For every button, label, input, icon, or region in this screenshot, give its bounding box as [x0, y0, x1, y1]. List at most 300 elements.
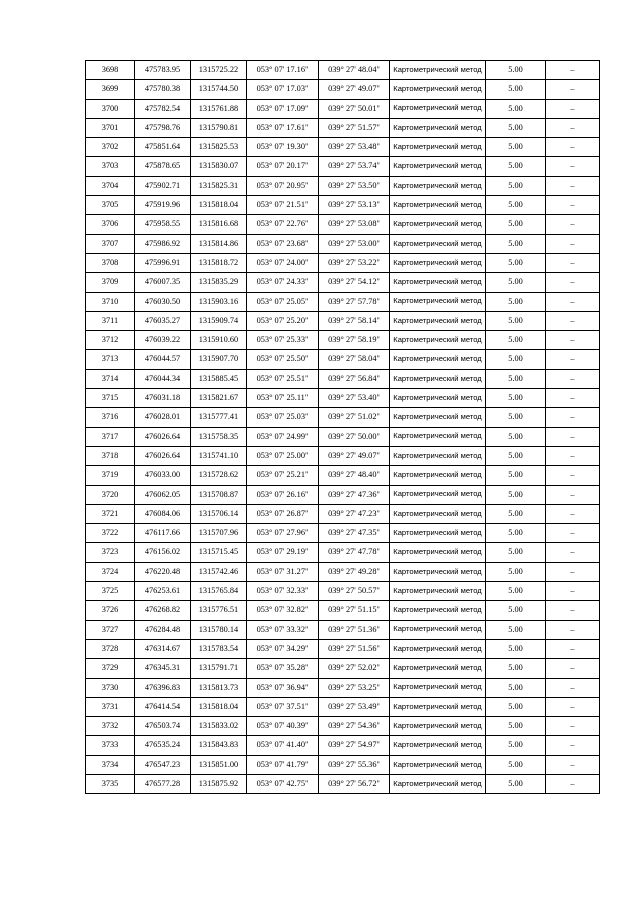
table-row: [86, 639, 600, 658]
latitude-cell: 053° 07' 20.95": [247, 176, 319, 195]
point-number-cell: 3721: [86, 504, 135, 523]
latitude-cell: 053° 07' 19.30": [247, 138, 319, 157]
table-row: [86, 504, 600, 523]
accuracy-cell: 5.00: [486, 118, 546, 137]
longitude-cell: 039° 27' 48.04": [319, 61, 390, 80]
x-coordinate-cell: 476535.24: [135, 736, 191, 755]
latitude-cell: 053° 07' 33.32": [247, 620, 319, 639]
note-cell: –: [546, 582, 600, 601]
latitude-cell: 053° 07' 25.50": [247, 350, 319, 369]
longitude-cell: 039° 27' 47.23": [319, 504, 390, 523]
y-coordinate-cell: 1315783.54: [191, 639, 247, 658]
x-coordinate-cell: 475996.91: [135, 253, 191, 272]
latitude-cell: 053° 07' 40.39": [247, 717, 319, 736]
x-coordinate-cell: 476033.00: [135, 466, 191, 485]
y-coordinate-cell: 1315780.14: [191, 620, 247, 639]
table-row: [86, 196, 600, 215]
table-row: [86, 755, 600, 774]
table-row: [86, 582, 600, 601]
x-coordinate-cell: 476039.22: [135, 331, 191, 350]
longitude-cell: 039° 27' 53.74": [319, 157, 390, 176]
accuracy-cell: 5.00: [486, 138, 546, 157]
longitude-cell: 039° 27' 57.78": [319, 292, 390, 311]
latitude-cell: 053° 07' 25.20": [247, 311, 319, 330]
x-coordinate-cell: 476314.67: [135, 639, 191, 658]
method-cell: Картометрический метод: [390, 215, 486, 234]
longitude-cell: 039° 27' 51.56": [319, 639, 390, 658]
y-coordinate-cell: 1315816.68: [191, 215, 247, 234]
latitude-cell: 053° 07' 24.99": [247, 427, 319, 446]
longitude-cell: 039° 27' 48.40": [319, 466, 390, 485]
y-coordinate-cell: 1315851.00: [191, 755, 247, 774]
point-number-cell: 3701: [86, 118, 135, 137]
y-coordinate-cell: 1315833.02: [191, 717, 247, 736]
latitude-cell: 053° 07' 25.33": [247, 331, 319, 350]
longitude-cell: 039° 27' 53.13": [319, 196, 390, 215]
table-row: [86, 292, 600, 311]
method-cell: Картометрический метод: [390, 678, 486, 697]
method-cell: Картометрический метод: [390, 717, 486, 736]
table-row: [86, 736, 600, 755]
x-coordinate-cell: 476503.74: [135, 717, 191, 736]
note-cell: –: [546, 157, 600, 176]
method-cell: Картометрический метод: [390, 408, 486, 427]
longitude-cell: 039° 27' 56.84": [319, 369, 390, 388]
longitude-cell: 039° 27' 58.19": [319, 331, 390, 350]
point-number-cell: 3707: [86, 234, 135, 253]
point-number-cell: 3714: [86, 369, 135, 388]
note-cell: –: [546, 408, 600, 427]
x-coordinate-cell: 475958.55: [135, 215, 191, 234]
method-cell: Картометрический метод: [390, 157, 486, 176]
latitude-cell: 053° 07' 25.05": [247, 292, 319, 311]
note-cell: –: [546, 80, 600, 99]
latitude-cell: 053° 07' 20.17": [247, 157, 319, 176]
accuracy-cell: 5.00: [486, 99, 546, 118]
accuracy-cell: 5.00: [486, 292, 546, 311]
note-cell: –: [546, 253, 600, 272]
accuracy-cell: 5.00: [486, 234, 546, 253]
longitude-cell: 039° 27' 53.50": [319, 176, 390, 195]
note-cell: –: [546, 138, 600, 157]
longitude-cell: 039° 27' 51.36": [319, 620, 390, 639]
y-coordinate-cell: 1315765.84: [191, 582, 247, 601]
latitude-cell: 053° 07' 41.79": [247, 755, 319, 774]
method-cell: Картометрический метод: [390, 601, 486, 620]
accuracy-cell: 5.00: [486, 389, 546, 408]
point-number-cell: 3726: [86, 601, 135, 620]
longitude-cell: 039° 27' 50.00": [319, 427, 390, 446]
table-row: [86, 697, 600, 716]
point-number-cell: 3717: [86, 427, 135, 446]
latitude-cell: 053° 07' 17.09": [247, 99, 319, 118]
y-coordinate-cell: 1315715.45: [191, 543, 247, 562]
longitude-cell: 039° 27' 54.12": [319, 273, 390, 292]
longitude-cell: 039° 27' 52.02": [319, 659, 390, 678]
latitude-cell: 053° 07' 23.68": [247, 234, 319, 253]
latitude-cell: 053° 07' 24.00": [247, 253, 319, 272]
note-cell: –: [546, 234, 600, 253]
accuracy-cell: 5.00: [486, 369, 546, 388]
table-body: [86, 61, 600, 794]
longitude-cell: 039° 27' 56.72": [319, 774, 390, 793]
y-coordinate-cell: 1315818.72: [191, 253, 247, 272]
point-number-cell: 3704: [86, 176, 135, 195]
accuracy-cell: 5.00: [486, 466, 546, 485]
table-row: [86, 466, 600, 485]
note-cell: –: [546, 524, 600, 543]
accuracy-cell: 5.00: [486, 717, 546, 736]
x-coordinate-cell: 476031.18: [135, 389, 191, 408]
note-cell: –: [546, 736, 600, 755]
accuracy-cell: 5.00: [486, 157, 546, 176]
accuracy-cell: 5.00: [486, 215, 546, 234]
longitude-cell: 039° 27' 50.01": [319, 99, 390, 118]
method-cell: Картометрический метод: [390, 253, 486, 272]
table-row: [86, 253, 600, 272]
point-number-cell: 3733: [86, 736, 135, 755]
point-number-cell: 3715: [86, 389, 135, 408]
point-number-cell: 3735: [86, 774, 135, 793]
accuracy-cell: 5.00: [486, 659, 546, 678]
y-coordinate-cell: 1315761.88: [191, 99, 247, 118]
note-cell: –: [546, 639, 600, 658]
note-cell: –: [546, 292, 600, 311]
method-cell: Картометрический метод: [390, 504, 486, 523]
point-number-cell: 3723: [86, 543, 135, 562]
latitude-cell: 053° 07' 25.11": [247, 389, 319, 408]
table-row: [86, 427, 600, 446]
x-coordinate-cell: 475798.76: [135, 118, 191, 137]
accuracy-cell: 5.00: [486, 601, 546, 620]
y-coordinate-cell: 1315708.87: [191, 485, 247, 504]
table-row: [86, 620, 600, 639]
point-number-cell: 3708: [86, 253, 135, 272]
method-cell: Картометрический метод: [390, 620, 486, 639]
note-cell: –: [546, 446, 600, 465]
method-cell: Картометрический метод: [390, 118, 486, 137]
method-cell: Картометрический метод: [390, 697, 486, 716]
longitude-cell: 039° 27' 51.02": [319, 408, 390, 427]
accuracy-cell: 5.00: [486, 639, 546, 658]
x-coordinate-cell: 475919.96: [135, 196, 191, 215]
point-number-cell: 3710: [86, 292, 135, 311]
point-number-cell: 3712: [86, 331, 135, 350]
method-cell: Картометрический метод: [390, 273, 486, 292]
table-row: [86, 157, 600, 176]
accuracy-cell: 5.00: [486, 446, 546, 465]
x-coordinate-cell: 476117.66: [135, 524, 191, 543]
accuracy-cell: 5.00: [486, 61, 546, 80]
method-cell: Картометрический метод: [390, 331, 486, 350]
accuracy-cell: 5.00: [486, 620, 546, 639]
point-number-cell: 3731: [86, 697, 135, 716]
y-coordinate-cell: 1315818.04: [191, 697, 247, 716]
point-number-cell: 3724: [86, 562, 135, 581]
table-row: [86, 369, 600, 388]
table-row: [86, 408, 600, 427]
method-cell: Картометрический метод: [390, 311, 486, 330]
method-cell: Картометрический метод: [390, 80, 486, 99]
latitude-cell: 053° 07' 29.19": [247, 543, 319, 562]
y-coordinate-cell: 1315885.45: [191, 369, 247, 388]
x-coordinate-cell: 476345.31: [135, 659, 191, 678]
table-row: [86, 61, 600, 80]
accuracy-cell: 5.00: [486, 524, 546, 543]
y-coordinate-cell: 1315903.16: [191, 292, 247, 311]
latitude-cell: 053° 07' 25.03": [247, 408, 319, 427]
point-number-cell: 3699: [86, 80, 135, 99]
note-cell: –: [546, 427, 600, 446]
point-number-cell: 3728: [86, 639, 135, 658]
table-row: [86, 774, 600, 793]
point-number-cell: 3732: [86, 717, 135, 736]
method-cell: Картометрический метод: [390, 543, 486, 562]
latitude-cell: 053° 07' 36.94": [247, 678, 319, 697]
y-coordinate-cell: 1315907.70: [191, 350, 247, 369]
accuracy-cell: 5.00: [486, 427, 546, 446]
note-cell: –: [546, 61, 600, 80]
y-coordinate-cell: 1315830.07: [191, 157, 247, 176]
longitude-cell: 039° 27' 53.22": [319, 253, 390, 272]
accuracy-cell: 5.00: [486, 253, 546, 272]
method-cell: Картометрический метод: [390, 350, 486, 369]
latitude-cell: 053° 07' 35.28": [247, 659, 319, 678]
latitude-cell: 053° 07' 32.33": [247, 582, 319, 601]
x-coordinate-cell: 476026.64: [135, 427, 191, 446]
x-coordinate-cell: 476035.27: [135, 311, 191, 330]
longitude-cell: 039° 27' 49.07": [319, 446, 390, 465]
longitude-cell: 039° 27' 53.48": [319, 138, 390, 157]
y-coordinate-cell: 1315758.35: [191, 427, 247, 446]
y-coordinate-cell: 1315835.29: [191, 273, 247, 292]
note-cell: –: [546, 543, 600, 562]
longitude-cell: 039° 27' 53.40": [319, 389, 390, 408]
table-row: [86, 562, 600, 581]
longitude-cell: 039° 27' 53.25": [319, 678, 390, 697]
note-cell: –: [546, 215, 600, 234]
method-cell: Картометрический метод: [390, 292, 486, 311]
table-row: [86, 273, 600, 292]
table-row: [86, 678, 600, 697]
method-cell: Картометрический метод: [390, 138, 486, 157]
latitude-cell: 053° 07' 27.96": [247, 524, 319, 543]
note-cell: –: [546, 485, 600, 504]
x-coordinate-cell: 476084.06: [135, 504, 191, 523]
table-row: [86, 543, 600, 562]
x-coordinate-cell: 475878.65: [135, 157, 191, 176]
longitude-cell: 039° 27' 55.36": [319, 755, 390, 774]
x-coordinate-cell: 476156.02: [135, 543, 191, 562]
note-cell: –: [546, 118, 600, 137]
x-coordinate-cell: 476028.01: [135, 408, 191, 427]
x-coordinate-cell: 476268.82: [135, 601, 191, 620]
table-row: [86, 331, 600, 350]
latitude-cell: 053° 07' 26.87": [247, 504, 319, 523]
point-number-cell: 3698: [86, 61, 135, 80]
note-cell: –: [546, 273, 600, 292]
table-row: [86, 99, 600, 118]
method-cell: Картометрический метод: [390, 176, 486, 195]
point-number-cell: 3725: [86, 582, 135, 601]
y-coordinate-cell: 1315825.53: [191, 138, 247, 157]
note-cell: –: [546, 697, 600, 716]
coordinates-table: [85, 60, 600, 794]
longitude-cell: 039° 27' 58.04": [319, 350, 390, 369]
point-number-cell: 3700: [86, 99, 135, 118]
note-cell: –: [546, 755, 600, 774]
note-cell: –: [546, 620, 600, 639]
note-cell: –: [546, 678, 600, 697]
point-number-cell: 3702: [86, 138, 135, 157]
longitude-cell: 039° 27' 47.35": [319, 524, 390, 543]
x-coordinate-cell: 475782.54: [135, 99, 191, 118]
note-cell: –: [546, 504, 600, 523]
point-number-cell: 3722: [86, 524, 135, 543]
method-cell: Картометрический метод: [390, 369, 486, 388]
point-number-cell: 3709: [86, 273, 135, 292]
longitude-cell: 039° 27' 51.15": [319, 601, 390, 620]
point-number-cell: 3711: [86, 311, 135, 330]
table-row: [86, 659, 600, 678]
accuracy-cell: 5.00: [486, 80, 546, 99]
y-coordinate-cell: 1315825.31: [191, 176, 247, 195]
note-cell: –: [546, 311, 600, 330]
note-cell: –: [546, 659, 600, 678]
x-coordinate-cell: 476062.05: [135, 485, 191, 504]
method-cell: Картометрический метод: [390, 659, 486, 678]
longitude-cell: 039° 27' 49.28": [319, 562, 390, 581]
latitude-cell: 053° 07' 37.51": [247, 697, 319, 716]
x-coordinate-cell: 475986.92: [135, 234, 191, 253]
latitude-cell: 053° 07' 41.40": [247, 736, 319, 755]
longitude-cell: 039° 27' 53.49": [319, 697, 390, 716]
point-number-cell: 3705: [86, 196, 135, 215]
method-cell: Картометрический метод: [390, 524, 486, 543]
method-cell: Картометрический метод: [390, 389, 486, 408]
latitude-cell: 053° 07' 34.29": [247, 639, 319, 658]
point-number-cell: 3720: [86, 485, 135, 504]
method-cell: Картометрический метод: [390, 196, 486, 215]
method-cell: Картометрический метод: [390, 755, 486, 774]
note-cell: –: [546, 99, 600, 118]
accuracy-cell: 5.00: [486, 562, 546, 581]
point-number-cell: 3703: [86, 157, 135, 176]
table-row: [86, 311, 600, 330]
y-coordinate-cell: 1315741.10: [191, 446, 247, 465]
latitude-cell: 053° 07' 17.61": [247, 118, 319, 137]
latitude-cell: 053° 07' 25.51": [247, 369, 319, 388]
note-cell: –: [546, 176, 600, 195]
latitude-cell: 053° 07' 42.75": [247, 774, 319, 793]
y-coordinate-cell: 1315813.73: [191, 678, 247, 697]
point-number-cell: 3727: [86, 620, 135, 639]
latitude-cell: 053° 07' 25.21": [247, 466, 319, 485]
y-coordinate-cell: 1315707.96: [191, 524, 247, 543]
method-cell: Картометрический метод: [390, 485, 486, 504]
longitude-cell: 039° 27' 49.07": [319, 80, 390, 99]
y-coordinate-cell: 1315742.46: [191, 562, 247, 581]
y-coordinate-cell: 1315818.04: [191, 196, 247, 215]
longitude-cell: 039° 27' 51.57": [319, 118, 390, 137]
table-row: [86, 176, 600, 195]
x-coordinate-cell: 476414.54: [135, 697, 191, 716]
method-cell: Картометрический метод: [390, 466, 486, 485]
x-coordinate-cell: 475780.38: [135, 80, 191, 99]
accuracy-cell: 5.00: [486, 543, 546, 562]
x-coordinate-cell: 476220.48: [135, 562, 191, 581]
accuracy-cell: 5.00: [486, 755, 546, 774]
table-row: [86, 138, 600, 157]
latitude-cell: 053° 07' 31.27": [247, 562, 319, 581]
longitude-cell: 039° 27' 47.36": [319, 485, 390, 504]
note-cell: –: [546, 601, 600, 620]
note-cell: –: [546, 562, 600, 581]
longitude-cell: 039° 27' 54.97": [319, 736, 390, 755]
longitude-cell: 039° 27' 47.78": [319, 543, 390, 562]
x-coordinate-cell: 476284.48: [135, 620, 191, 639]
accuracy-cell: 5.00: [486, 697, 546, 716]
x-coordinate-cell: 476007.35: [135, 273, 191, 292]
y-coordinate-cell: 1315776.51: [191, 601, 247, 620]
longitude-cell: 039° 27' 50.57": [319, 582, 390, 601]
accuracy-cell: 5.00: [486, 408, 546, 427]
table-row: [86, 215, 600, 234]
accuracy-cell: 5.00: [486, 273, 546, 292]
x-coordinate-cell: 476253.61: [135, 582, 191, 601]
latitude-cell: 053° 07' 17.03": [247, 80, 319, 99]
method-cell: Картометрический метод: [390, 562, 486, 581]
y-coordinate-cell: 1315706.14: [191, 504, 247, 523]
latitude-cell: 053° 07' 26.16": [247, 485, 319, 504]
accuracy-cell: 5.00: [486, 485, 546, 504]
table-row: [86, 601, 600, 620]
y-coordinate-cell: 1315814.86: [191, 234, 247, 253]
y-coordinate-cell: 1315791.71: [191, 659, 247, 678]
accuracy-cell: 5.00: [486, 678, 546, 697]
y-coordinate-cell: 1315790.81: [191, 118, 247, 137]
x-coordinate-cell: 476547.23: [135, 755, 191, 774]
point-number-cell: 3734: [86, 755, 135, 774]
latitude-cell: 053° 07' 25.00": [247, 446, 319, 465]
point-number-cell: 3729: [86, 659, 135, 678]
accuracy-cell: 5.00: [486, 196, 546, 215]
note-cell: –: [546, 389, 600, 408]
note-cell: –: [546, 350, 600, 369]
accuracy-cell: 5.00: [486, 331, 546, 350]
x-coordinate-cell: 475783.95: [135, 61, 191, 80]
method-cell: Картометрический метод: [390, 61, 486, 80]
method-cell: Картометрический метод: [390, 639, 486, 658]
point-number-cell: 3718: [86, 446, 135, 465]
method-cell: Картометрический метод: [390, 736, 486, 755]
accuracy-cell: 5.00: [486, 774, 546, 793]
y-coordinate-cell: 1315843.83: [191, 736, 247, 755]
method-cell: Картометрический метод: [390, 234, 486, 253]
y-coordinate-cell: 1315777.41: [191, 408, 247, 427]
x-coordinate-cell: 475851.64: [135, 138, 191, 157]
method-cell: Картометрический метод: [390, 774, 486, 793]
point-number-cell: 3719: [86, 466, 135, 485]
table-row: [86, 485, 600, 504]
x-coordinate-cell: 476044.57: [135, 350, 191, 369]
note-cell: –: [546, 369, 600, 388]
table-row: [86, 350, 600, 369]
latitude-cell: 053° 07' 22.76": [247, 215, 319, 234]
accuracy-cell: 5.00: [486, 311, 546, 330]
note-cell: –: [546, 774, 600, 793]
point-number-cell: 3706: [86, 215, 135, 234]
